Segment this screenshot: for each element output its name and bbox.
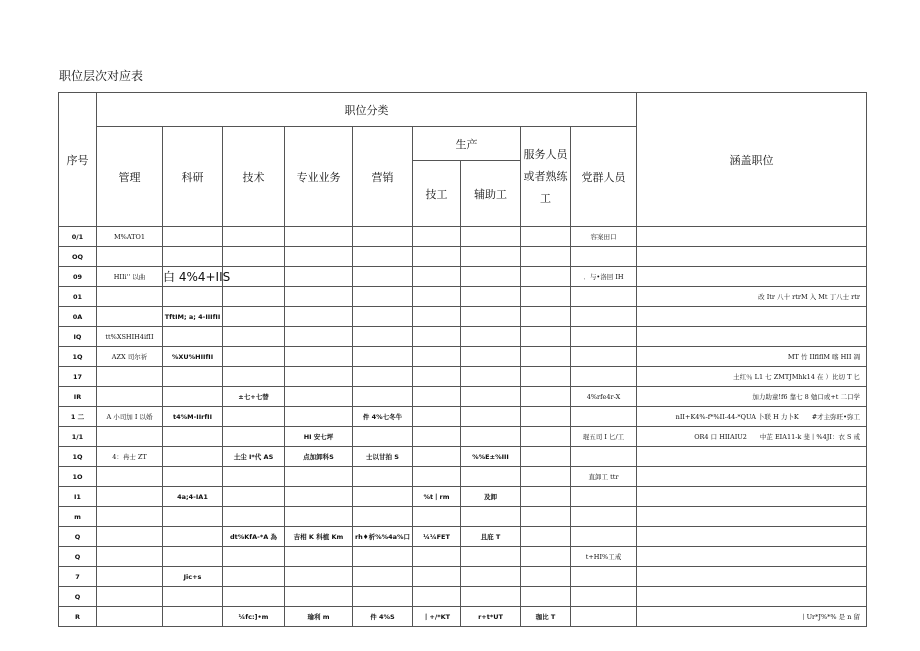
table-cell (571, 527, 637, 547)
table-row (59, 527, 867, 547)
table-cell: I1 (59, 487, 97, 507)
table-cell (521, 247, 571, 267)
table-cell (353, 467, 413, 487)
table-cell (353, 287, 413, 307)
table-cell (223, 367, 285, 387)
table-row (59, 267, 867, 287)
table-cell: 09 (59, 267, 97, 287)
table-cell (461, 407, 521, 427)
table-row (59, 367, 867, 387)
table-cell (571, 347, 637, 367)
table-cell: Q (59, 547, 97, 567)
table-row (59, 447, 867, 467)
table-cell: 白 4%4+IIS (163, 267, 223, 287)
table-row (59, 427, 867, 447)
table-cell: 1Q (59, 447, 97, 467)
header-management: 管理 (97, 127, 163, 227)
table-cell (413, 447, 461, 467)
table-cell (163, 467, 223, 487)
table-cell (285, 247, 353, 267)
table-cell: 瑜利 m (285, 607, 353, 627)
table-cell: 容案田口 (571, 227, 637, 247)
table-cell (571, 607, 637, 627)
table-cell (163, 247, 223, 267)
table-cell (163, 287, 223, 307)
table-cell (637, 267, 867, 287)
table-cell: 点加卸科S (285, 447, 353, 467)
table-cell (461, 427, 521, 447)
table-cell (223, 547, 285, 567)
table-cell (637, 307, 867, 327)
table-cell (163, 447, 223, 467)
table-cell (521, 287, 571, 307)
table-cell: %%E±%III (461, 447, 521, 467)
table-cell: Q (59, 527, 97, 547)
table-cell: %t丨rm (413, 487, 461, 507)
table-cell: 0A (59, 307, 97, 327)
table-row (59, 547, 867, 567)
table-row (59, 567, 867, 587)
header-production: 生产 (413, 127, 521, 161)
table-cell (353, 567, 413, 587)
table-cell (461, 587, 521, 607)
table-cell (285, 407, 353, 427)
table-cell: 1 二 (59, 407, 97, 427)
table-cell (97, 427, 163, 447)
table-cell: ±七+七替 (223, 387, 285, 407)
table-cell: 件 4%七冬牛 (353, 407, 413, 427)
table-cell (461, 247, 521, 267)
table-cell: 0/1 (59, 227, 97, 247)
table-cell: HIIi'' 以曲 (97, 267, 163, 287)
table-cell (353, 347, 413, 367)
table-cell (413, 547, 461, 567)
table-row (59, 327, 867, 347)
table-cell (353, 587, 413, 607)
table-cell (353, 427, 413, 447)
table-cell (97, 307, 163, 327)
table-row (59, 587, 867, 607)
table-cell (353, 367, 413, 387)
table-cell (637, 547, 867, 567)
table-cell: 丨Ur*J%*% 是 n 留 (637, 607, 867, 627)
header-research: 科研 (163, 127, 223, 227)
table-cell (97, 507, 163, 527)
table-cell (521, 487, 571, 507)
table-cell: ¼¼FET (413, 527, 461, 547)
table-row (59, 607, 867, 627)
table-cell: m (59, 507, 97, 527)
table-cell (413, 567, 461, 587)
table-cell (461, 267, 521, 287)
table-cell (163, 507, 223, 527)
table-cell (637, 507, 867, 527)
table-cell (413, 287, 461, 307)
table-cell (413, 347, 461, 367)
table-cell (413, 507, 461, 527)
table-cell: Q (59, 587, 97, 607)
table-cell (285, 587, 353, 607)
table-cell: IR (59, 387, 97, 407)
table-cell (413, 247, 461, 267)
table-cell: dt%KfA-*A 為 (223, 527, 285, 547)
table-cell (97, 527, 163, 547)
header-professional: 专业业务 (285, 127, 353, 227)
header-marketing: 营销 (353, 127, 413, 227)
table-cell: A 小司加 I 以婚 (97, 407, 163, 427)
table-cell (285, 287, 353, 307)
table-cell: 4：冉士 ZT (97, 447, 163, 467)
header-covered: 涵盖职位 (637, 93, 867, 227)
table-cell (571, 367, 637, 387)
table-cell: IQ (59, 327, 97, 347)
table-cell (97, 547, 163, 567)
table-cell (223, 507, 285, 527)
table-cell (223, 307, 285, 327)
table-cell: 7 (59, 567, 97, 587)
table-cell (223, 467, 285, 487)
table-cell: ¼fc:]•m (223, 607, 285, 627)
table-cell: OR4 口 HIIAIU2 中芷 EIA11-k 斐丨%4JI：衣 S 戒 (637, 427, 867, 447)
page-title: 职位层次对应表 (59, 69, 144, 83)
table-cell: HI 安七坪 (285, 427, 353, 447)
table-cell (285, 367, 353, 387)
table-cell (413, 387, 461, 407)
header-technician: 技工 (413, 161, 461, 227)
table-cell (521, 547, 571, 567)
table-cell (223, 347, 285, 367)
table-cell: 4a;4-IA1 (163, 487, 223, 507)
table-cell (353, 247, 413, 267)
table-cell (521, 367, 571, 387)
table-cell: 土红％ L1 七 ZMTJMhk14 在 ）比切 T 匕 (637, 367, 867, 387)
table-cell (521, 267, 571, 287)
table-cell (353, 547, 413, 567)
table-cell (571, 407, 637, 427)
table-cell: rh♦析%%4a%口 (353, 527, 413, 547)
table-cell (413, 227, 461, 247)
table-cell (461, 547, 521, 567)
table-cell (413, 407, 461, 427)
table-row (59, 407, 867, 427)
position-level-table (58, 92, 866, 621)
table-row (59, 387, 867, 407)
table-cell (285, 507, 353, 527)
table-cell: 1O (59, 467, 97, 487)
table-cell (637, 447, 867, 467)
table-cell: ．与•洛回 IH (571, 267, 637, 287)
table-cell: 1/1 (59, 427, 97, 447)
table-cell: 加力助童!f6 靠七 8 勉口或+t 二口学 (637, 387, 867, 407)
table-cell (353, 487, 413, 507)
table-row (59, 287, 867, 307)
table-cell: 吉相 K 科植 Km (285, 527, 353, 547)
table-cell (521, 407, 571, 427)
table-cell (461, 507, 521, 527)
header-auxiliary: 辅助工 (461, 161, 521, 227)
table-cell (223, 567, 285, 587)
table-cell (223, 407, 285, 427)
table-cell (97, 567, 163, 587)
table-cell (637, 487, 867, 507)
table-cell (571, 587, 637, 607)
table-cell (571, 307, 637, 327)
table-cell (413, 587, 461, 607)
table-cell (285, 227, 353, 247)
table-cell (285, 387, 353, 407)
header-service: 服务人员或者熟练工 (521, 127, 571, 227)
table-cell: M%ATO1 (97, 227, 163, 247)
table-cell (521, 347, 571, 367)
table-cell (413, 467, 461, 487)
table-cell (223, 427, 285, 447)
table-cell (163, 527, 223, 547)
table-cell (223, 327, 285, 347)
table-cell (637, 247, 867, 267)
table-cell: 17 (59, 367, 97, 387)
table-row (59, 487, 867, 507)
table-cell (521, 387, 571, 407)
table-cell (97, 247, 163, 267)
table-cell (97, 587, 163, 607)
table-cell: t4%M-IIrfII (163, 407, 223, 427)
table-cell: MT 竹 IIflflM 喀 HII 凋 (637, 347, 867, 367)
table-cell: t+HI%工戒 (571, 547, 637, 567)
table-cell (353, 387, 413, 407)
table-cell (521, 527, 571, 547)
table-cell (163, 587, 223, 607)
table-cell (571, 247, 637, 267)
table-cell (97, 387, 163, 407)
table-cell: 丨+/*KT (413, 607, 461, 627)
table-cell: %XU%HIIfII (163, 347, 223, 367)
table-cell (413, 307, 461, 327)
table-cell (637, 587, 867, 607)
table-cell (521, 327, 571, 347)
table-cell (223, 267, 285, 287)
table-cell: 4%rfe4r-X (571, 387, 637, 407)
table-row (59, 467, 867, 487)
table-cell (571, 507, 637, 527)
table-cell (223, 247, 285, 267)
table-cell (353, 327, 413, 347)
table-cell (637, 467, 867, 487)
table-row (59, 227, 867, 247)
table-cell: AZX 司尔祈 (97, 347, 163, 367)
table-cell (413, 267, 461, 287)
table-cell (571, 287, 637, 307)
table-cell (97, 607, 163, 627)
table-cell: 土尘 I*代 AS (223, 447, 285, 467)
table-cell (223, 287, 285, 307)
table-cell (521, 467, 571, 487)
table-cell: nII+K4%-f*%II-44-*QUA 卜联 H 力卜K #才主弥旺•弥工 (637, 407, 867, 427)
table-cell (285, 327, 353, 347)
header-technology: 技术 (223, 127, 285, 227)
table-cell (521, 427, 571, 447)
table-cell (461, 327, 521, 347)
table-cell (413, 327, 461, 347)
table-cell (413, 427, 461, 447)
table-cell: Jic+s (163, 567, 223, 587)
table-cell (163, 387, 223, 407)
table-cell (353, 227, 413, 247)
table-cell: 珈比 T (521, 607, 571, 627)
table-cell (571, 327, 637, 347)
table-cell (461, 467, 521, 487)
table-cell (461, 307, 521, 327)
table-cell (521, 507, 571, 527)
table-cell (637, 527, 867, 547)
table-cell (353, 507, 413, 527)
table-cell (285, 347, 353, 367)
table-cell (637, 567, 867, 587)
table-cell (285, 567, 353, 587)
table-cell (521, 447, 571, 467)
table-cell (163, 427, 223, 447)
table-cell (163, 327, 223, 347)
table-cell: 1Q (59, 347, 97, 367)
table-cell (285, 267, 353, 287)
table-row (59, 347, 867, 367)
table-cell: 琨五司 I 匕/工 (571, 427, 637, 447)
table-cell (163, 607, 223, 627)
table-cell (285, 467, 353, 487)
table-cell (97, 367, 163, 387)
table-cell (163, 367, 223, 387)
table-cell (637, 227, 867, 247)
table-cell (461, 227, 521, 247)
table-cell (521, 567, 571, 587)
table-cell (285, 547, 353, 567)
table-cell (97, 467, 163, 487)
table-cell (461, 367, 521, 387)
table-cell: 01 (59, 287, 97, 307)
table-cell (461, 347, 521, 367)
table-cell: 且庇 T (461, 527, 521, 547)
table-cell (97, 287, 163, 307)
table-cell (223, 587, 285, 607)
table-cell: 改 Itr 八十 rtrM 入 Mt 丁八士 rtr (637, 287, 867, 307)
table-cell (461, 287, 521, 307)
header-party: 党群人员 (571, 127, 637, 227)
table-cell: r+t*UT (461, 607, 521, 627)
table-cell (461, 387, 521, 407)
table-cell (97, 487, 163, 507)
table-cell (285, 487, 353, 507)
table-cell (571, 447, 637, 467)
table-cell: tt%XSHIH4ifII (97, 327, 163, 347)
table-cell (353, 267, 413, 287)
table-cell (571, 567, 637, 587)
table-cell (223, 487, 285, 507)
table-cell (353, 307, 413, 327)
table-cell: R (59, 607, 97, 627)
table-cell (521, 227, 571, 247)
table-cell (413, 367, 461, 387)
table-cell: 件 4%S (353, 607, 413, 627)
table-row (59, 507, 867, 527)
table-row (59, 247, 867, 267)
header-seq: 序号 (59, 93, 97, 227)
table-cell: 及卸 (461, 487, 521, 507)
table-cell (521, 587, 571, 607)
table-cell (163, 227, 223, 247)
header-category: 职位分类 (97, 93, 637, 127)
table-cell (637, 327, 867, 347)
table-cell: 直卸工 ttr (571, 467, 637, 487)
table-cell (461, 567, 521, 587)
table-cell: 士以甘拍 S (353, 447, 413, 467)
table-cell (223, 227, 285, 247)
table-cell (521, 307, 571, 327)
table-cell: TftIM; a; 4-IIIfII (163, 307, 223, 327)
table-cell (285, 307, 353, 327)
table-cell (571, 487, 637, 507)
table-cell (163, 547, 223, 567)
table-cell: OQ (59, 247, 97, 267)
table-row (59, 307, 867, 327)
